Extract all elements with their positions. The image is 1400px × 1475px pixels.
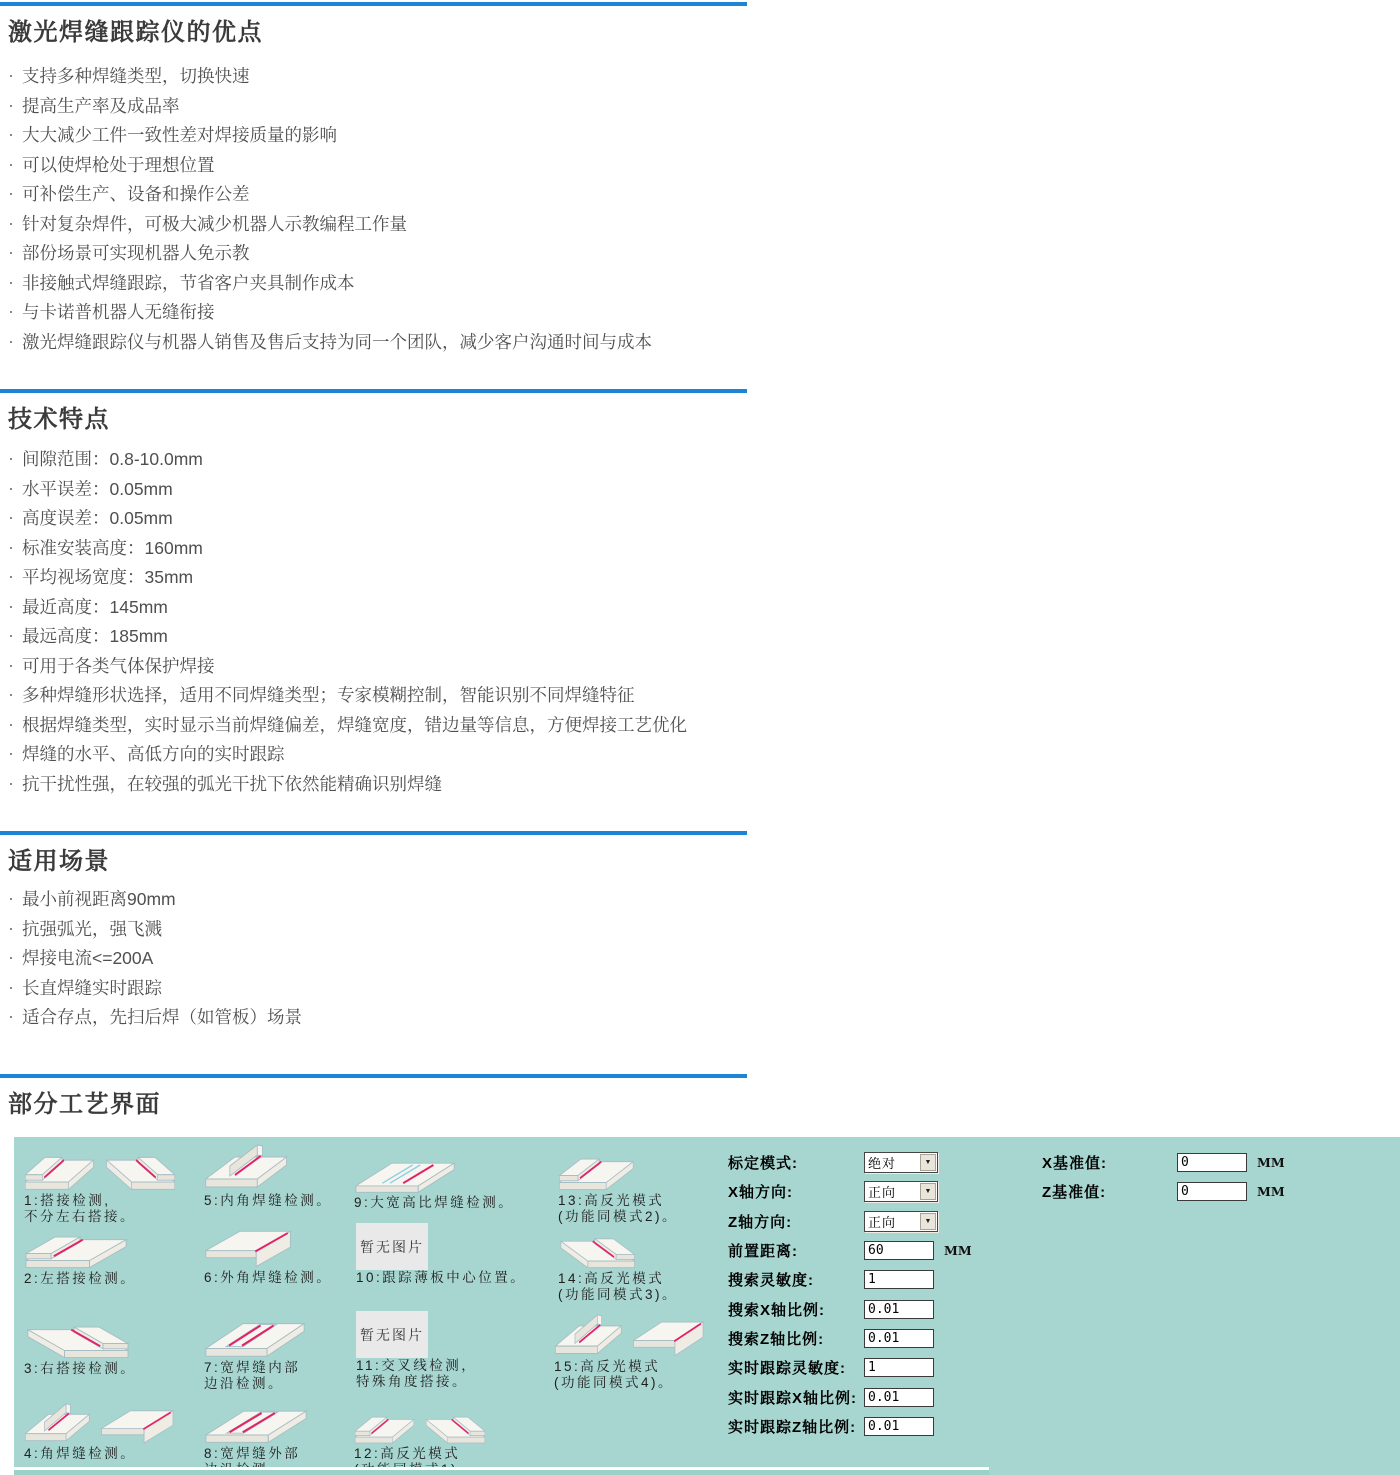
list-item-text: 针对复杂焊件，可极大减少机器人示教编程工作量 [22, 213, 407, 234]
bullet-dot: · [8, 242, 14, 263]
list-item-text: 可用于各类气体保护焊接 [22, 655, 215, 676]
mode-caption: 特殊角度搭接。 [356, 1373, 468, 1389]
weld-mode-cell-7[interactable] [204, 1309, 306, 1391]
field-label: 实时跟踪灵敏度: [728, 1359, 846, 1377]
mode-caption: 8:宽焊缝外部 [204, 1446, 301, 1461]
list-item [8, 739, 687, 769]
list-item [8, 592, 687, 622]
form-row-calibration-mode [728, 1151, 938, 1173]
field-label: Z基准值: [1042, 1183, 1107, 1201]
list-item [8, 297, 652, 327]
bullet-dot: · [8, 595, 14, 616]
list-item-text: 间隙范围：0.8-10.0mm [22, 449, 203, 470]
mode-caption: (功能同模式3)。 [558, 1286, 678, 1302]
list-item [8, 179, 652, 209]
weld-mode-cell-5[interactable] [204, 1143, 332, 1209]
realtime-sensitivity-input[interactable] [864, 1358, 934, 1377]
mode-caption: (功能同模式2)。 [558, 1208, 678, 1224]
list-item-text: 抗干扰性强，在较强的弧光干扰下依然能精确识别焊缝 [22, 773, 442, 794]
list-item [8, 973, 302, 1003]
list-item-text: 高度误差：0.05mm [22, 508, 173, 529]
realtime-z-ratio-input[interactable] [864, 1417, 934, 1436]
x-reference-input[interactable] [1177, 1153, 1247, 1172]
list-item-text: 与卡诺普机器人无缝衔接 [22, 302, 215, 323]
list-item [8, 769, 687, 799]
form-row-search-sensitivity [728, 1268, 934, 1290]
weld-mode-cell-6[interactable] [204, 1226, 332, 1286]
bullet-dot: · [8, 772, 14, 793]
lap-joint-icon [24, 1231, 130, 1271]
weld-mode-cell-15[interactable] [554, 1309, 706, 1390]
mode-caption: 边沿检测。 [204, 1375, 284, 1391]
list-item-text: 最小前视距离90mm [22, 889, 176, 910]
field-label: 前置距离: [728, 1242, 798, 1260]
form-row-z-reference [1042, 1180, 1285, 1202]
t-joint-icon [24, 1402, 92, 1446]
bullet-dot: · [8, 917, 14, 938]
form-row-x-axis-direction [728, 1180, 938, 1202]
weld-mode-cell-10[interactable] [356, 1217, 526, 1286]
search-z-ratio-input[interactable] [864, 1329, 934, 1348]
field-label: 标定模式: [728, 1154, 798, 1172]
field-label: 搜索X轴比例: [728, 1301, 826, 1319]
bullet-dot: · [8, 212, 14, 233]
mode-caption: 2:左搭接检测。 [24, 1271, 137, 1286]
mode-caption: 3:右搭接检测。 [24, 1361, 137, 1376]
form-row-realtime-z-ratio [728, 1415, 934, 1437]
form-row-x-reference [1042, 1151, 1285, 1173]
wide-seam-icon [204, 1402, 308, 1446]
search-x-ratio-input[interactable] [864, 1300, 934, 1319]
mode-caption: 14:高反光模式 [558, 1271, 665, 1286]
field-label: X轴方向: [728, 1183, 794, 1201]
list-item [8, 680, 687, 710]
bullet-dot: · [8, 94, 14, 115]
list-item-text: 多种焊缝形状选择，适用不同焊缝类型；专家模糊控制，智能识别不同焊缝特征 [22, 685, 635, 706]
bullet-dot: · [8, 536, 14, 557]
bullet-dot: · [8, 153, 14, 174]
list-item [8, 914, 302, 944]
bullet-dot: · [8, 888, 14, 909]
field-label: 实时跟踪X轴比例: [728, 1389, 858, 1407]
list-item [8, 651, 687, 681]
mode-caption: 5:内角焊缝检测。 [204, 1193, 333, 1208]
dropdown-arrow-icon[interactable]: ▼ [920, 1183, 936, 1200]
bullet-dot: · [8, 1006, 14, 1027]
t-joint-icon [204, 1143, 290, 1193]
unit-label: MM [1257, 1183, 1285, 1199]
aspect-ratio-seam-icon [354, 1155, 458, 1195]
form-row-search-x-ratio [728, 1298, 934, 1320]
section-title-advantages: 激光焊缝跟踪仪的优点 [8, 19, 263, 46]
list-item-text: 水平误差：0.05mm [22, 478, 173, 499]
bullet-dot: · [8, 976, 14, 997]
list-item-text: 非接触式焊缝跟踪，节省客户夹具制作成本 [22, 272, 355, 293]
list-item-text: 支持多种焊缝类型，切换快速 [22, 66, 250, 87]
bullet-dot: · [8, 684, 14, 705]
form-row-z-axis-direction [728, 1210, 938, 1232]
list-item-text: 大大减少工件一致性差对焊接质量的影响 [22, 125, 337, 146]
list-item-text: 最远高度：185mm [22, 626, 168, 647]
field-label: X基准值: [1042, 1154, 1108, 1172]
mode-caption: 11:交叉线检测， [356, 1358, 478, 1373]
mode-caption: 10:跟踪薄板中心位置。 [356, 1270, 527, 1285]
weld-mode-cell-14[interactable] [558, 1231, 678, 1302]
section-title-features: 技术特点 [8, 406, 110, 433]
list-item-text: 平均视场宽度：35mm [22, 567, 194, 588]
section-title-process-ui: 部分工艺界面 [8, 1091, 161, 1118]
mode-caption: 1:搭接检测, [24, 1193, 111, 1208]
field-label: 实时跟踪Z轴比例: [728, 1418, 857, 1436]
dropdown-arrow-icon[interactable]: ▼ [920, 1213, 936, 1230]
bullet-dot: · [8, 654, 14, 675]
section-title-scenarios: 适用场景 [8, 848, 110, 875]
list-item-text: 可以使焊枪处于理想位置 [22, 154, 215, 175]
list-item [8, 621, 687, 651]
weld-mode-cell-1[interactable] [24, 1145, 176, 1224]
panel-bottom-strip [14, 1470, 989, 1475]
mode-caption: 13:高反光模式 [558, 1193, 665, 1208]
mode-caption: (功能同模式4)。 [554, 1374, 674, 1390]
lap-joint-icon [354, 1412, 416, 1446]
search-sensitivity-input[interactable] [864, 1270, 934, 1289]
select-value: 绝对 [868, 1155, 897, 1171]
list-item [8, 209, 652, 239]
section-divider [0, 831, 747, 835]
weld-mode-cell-11[interactable] [356, 1305, 477, 1389]
list-item [8, 61, 652, 91]
list-item-text: 焊缝的水平、高低方向的实时跟踪 [22, 744, 285, 765]
lap-joint-mirrored-icon [24, 1321, 130, 1361]
form-row-realtime-x-ratio [728, 1386, 934, 1408]
advantages-list [8, 61, 652, 356]
list-item [8, 1002, 302, 1032]
corner-joint-icon [204, 1226, 294, 1270]
list-item [8, 474, 687, 504]
mode-caption: 7:宽焊缝内部 [204, 1360, 301, 1375]
list-item-text: 根据焊缝类型，实时显示当前焊缝偏差，焊缝宽度，错边量等信息，方便焊接工艺优化 [22, 714, 687, 735]
form-row-search-z-ratio [728, 1327, 934, 1349]
weld-mode-cell-8[interactable] [204, 1395, 308, 1475]
t-joint-icon [554, 1313, 624, 1359]
list-item [8, 327, 652, 357]
bullet-dot: · [8, 566, 14, 587]
process-ui-panel [14, 1137, 1400, 1475]
mode-caption: 15:高反光模式 [554, 1359, 661, 1374]
features-list [8, 444, 687, 798]
section-divider [0, 389, 747, 393]
weld-mode-cell-4[interactable] [24, 1396, 176, 1462]
bullet-dot: · [8, 713, 14, 734]
mode-caption: 9:大宽高比焊缝检测。 [354, 1195, 515, 1210]
list-item [8, 238, 652, 268]
bullet-dot: · [8, 183, 14, 204]
list-item-text: 标准安装高度：160mm [22, 537, 203, 558]
bullet-dot: · [8, 448, 14, 469]
list-item [8, 120, 652, 150]
calibration-mode-select[interactable] [864, 1152, 938, 1173]
x-axis-direction-select[interactable] [864, 1181, 938, 1202]
weld-mode-cell-9[interactable] [354, 1149, 514, 1211]
mode-caption: 6:外角焊缝检测。 [204, 1270, 333, 1285]
lap-joint-mirrored-icon [558, 1233, 636, 1271]
list-item-text: 最近高度：145mm [22, 596, 168, 617]
forward-distance-input[interactable] [864, 1241, 934, 1260]
unit-label: MM [1257, 1154, 1285, 1170]
form-row-forward-distance [728, 1239, 972, 1261]
list-item [8, 91, 652, 121]
mode-caption: 12:高反光模式 [354, 1446, 461, 1461]
z-axis-direction-select[interactable] [864, 1211, 938, 1232]
weld-mode-cell-3[interactable] [24, 1319, 136, 1377]
list-item-text: 提高生产率及成品率 [22, 95, 180, 116]
mode-caption: 不分左右搭接。 [24, 1208, 136, 1224]
section-divider [0, 2, 747, 6]
list-item-text: 抗强弧光，强飞溅 [22, 918, 162, 939]
select-value: 正向 [868, 1184, 897, 1200]
bullet-dot: · [8, 271, 14, 292]
bullet-dot: · [8, 947, 14, 968]
field-label: Z轴方向: [728, 1213, 793, 1231]
lap-joint-mirrored-icon [104, 1151, 176, 1193]
lap-joint-icon [24, 1151, 96, 1193]
list-item [8, 503, 687, 533]
unit-label: MM [944, 1242, 972, 1258]
bullet-dot: · [8, 743, 14, 764]
list-item-text: 部份场景可实现机器人免示教 [22, 243, 250, 264]
list-item [8, 710, 687, 740]
field-label: 搜索灵敏度: [728, 1271, 814, 1289]
lap-joint-mirrored-icon [424, 1412, 486, 1446]
wide-seam-icon [204, 1314, 306, 1360]
list-item-text: 长直焊缝实时跟踪 [22, 977, 162, 998]
list-item [8, 884, 302, 914]
list-item [8, 562, 687, 592]
select-value: 正向 [868, 1214, 897, 1230]
list-item [8, 533, 687, 563]
bullet-dot: · [8, 301, 14, 322]
z-reference-input[interactable] [1177, 1182, 1247, 1201]
corner-joint-icon [100, 1406, 176, 1446]
list-item [8, 444, 687, 474]
dropdown-arrow-icon[interactable]: ▼ [920, 1154, 936, 1171]
form-row-realtime-sensitivity [728, 1356, 934, 1378]
bullet-dot: · [8, 477, 14, 498]
mode-caption: 4:角焊缝检测。 [24, 1446, 137, 1461]
weld-mode-cell-12[interactable] [354, 1400, 486, 1475]
bullet-dot: · [8, 124, 14, 145]
list-item-text: 激光焊缝跟踪仪与机器人销售及售后支持为同一个团队，减少客户沟通时间与成本 [22, 331, 652, 352]
field-label: 搜索Z轴比例: [728, 1330, 825, 1348]
section-divider [0, 1074, 747, 1078]
bullet-dot: · [8, 625, 14, 646]
list-item-text: 焊接电流<=200A [22, 948, 154, 969]
list-item [8, 150, 652, 180]
list-item-text: 适合存点，先扫后焊（如管板）场景 [22, 1007, 302, 1028]
no-image-placeholder: 暂无图片 [356, 1223, 428, 1270]
list-item [8, 268, 652, 298]
weld-mode-cell-2[interactable] [24, 1231, 136, 1287]
corner-joint-icon [632, 1317, 706, 1359]
realtime-x-ratio-input[interactable] [864, 1388, 934, 1407]
list-item-text: 可补偿生产、设备和操作公差 [22, 184, 250, 205]
no-image-placeholder: 暂无图片 [356, 1311, 428, 1358]
scenarios-list [8, 884, 302, 1032]
bullet-dot: · [8, 507, 14, 528]
bullet-dot: · [8, 65, 14, 86]
bullet-dot: · [8, 330, 14, 351]
lap-joint-icon [558, 1153, 636, 1193]
weld-mode-cell-13[interactable] [558, 1147, 678, 1224]
list-item [8, 943, 302, 973]
